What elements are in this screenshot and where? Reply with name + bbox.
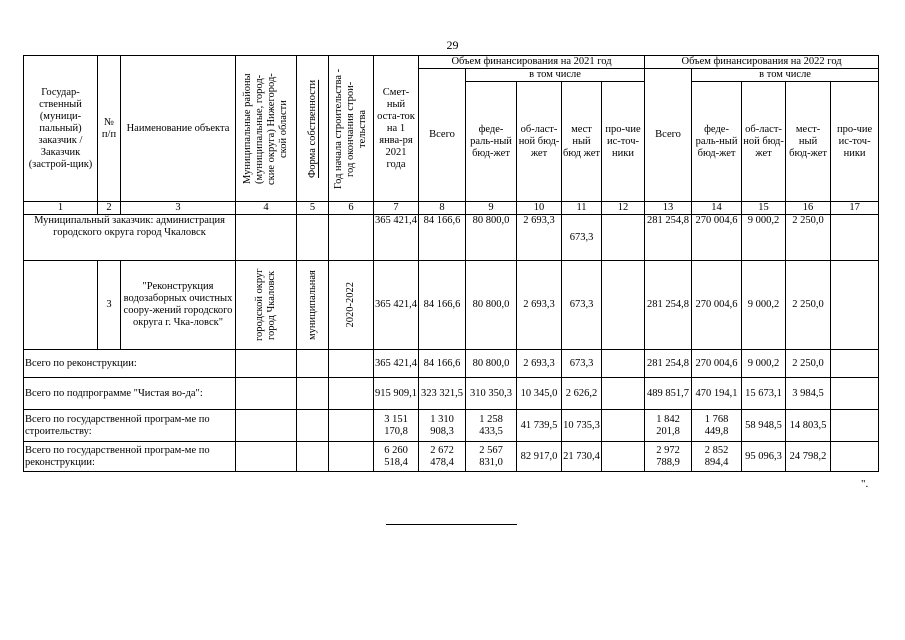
row-label: Всего по подпрограмме "Чистая во-да": [24, 378, 236, 410]
col-number: 16 [786, 202, 831, 215]
cell-c7: 365 421,4 [374, 215, 419, 261]
col-number: 5 [297, 202, 329, 215]
cell-c17 [831, 350, 879, 378]
cell-c10: 2 693,3 [517, 261, 562, 350]
table-row-total-subprogram [24, 378, 879, 410]
header-other-2021: про-чие ис-точ-ники [602, 82, 645, 202]
object-num: 3 [98, 261, 121, 350]
financing-table [23, 55, 879, 472]
cell-c11: 673,3 [562, 261, 602, 350]
header-local-2022: мест-ный бюд-жет [786, 82, 831, 202]
cell-c16: 2 250,0 [786, 261, 831, 350]
cell-c17 [831, 215, 879, 261]
cell-c12 [602, 442, 645, 472]
closing-quote-mark: ". [861, 478, 869, 490]
cell-c9: 1 258 433,5 [466, 410, 517, 442]
col-number: 8 [419, 202, 466, 215]
cell-c14: 470 194,1 [692, 378, 742, 410]
table-row-object [24, 261, 879, 350]
col-number: 6 [329, 202, 374, 215]
header-incl-2021: в том числе [466, 69, 645, 82]
cell-c8: 323 321,5 [419, 378, 466, 410]
header-years: Год начала строительства - год окончания строи-тельства [333, 68, 368, 189]
row-label: Муниципальный заказчик: администрация городского округа город Чкаловск [24, 215, 236, 261]
object-district: городской округ город Чкаловск [254, 268, 277, 342]
cell-c12 [602, 215, 645, 261]
cell-c10: 10 345,0 [517, 378, 562, 410]
header-balance: Смет-ный оста-ток на 1 янва-ря 2021 года [374, 56, 419, 202]
cell-c7: 6 260 518,4 [374, 442, 419, 472]
cell-c16: 3 984,5 [786, 378, 831, 410]
header-regional-2022: об-ласт-ной бюд-жет [742, 82, 786, 202]
cell-c13: 281 254,8 [645, 261, 692, 350]
col-number: 13 [645, 202, 692, 215]
cell-c16: 2 250,0 [786, 350, 831, 378]
cell-c9: 80 800,0 [466, 215, 517, 261]
cell-c15: 9 000,2 [742, 215, 786, 261]
cell-c11: 10 735,3 [562, 410, 602, 442]
cell-c7: 915 909,1 [374, 378, 419, 410]
cell-c10: 2 693,3 [517, 215, 562, 261]
col-number: 12 [602, 202, 645, 215]
header-federal-2022: феде-раль-ный бюд-жет [692, 82, 742, 202]
header-incl-2022: в том числе [692, 69, 879, 82]
cell-c10: 82 917,0 [517, 442, 562, 472]
header-num: № п/п [98, 56, 121, 202]
column-number-row [24, 202, 879, 215]
cell-c13: 281 254,8 [645, 350, 692, 378]
header-ownership: Форма собственности [306, 79, 318, 178]
cell-c12 [602, 261, 645, 350]
cell-c9: 310 350,3 [466, 378, 517, 410]
cell-c16: 14 803,5 [786, 410, 831, 442]
header-other-2022: про-чие ис-точ-ники [831, 82, 879, 202]
row-label: Всего по государственной програм-ме по строительству: [24, 410, 236, 442]
header-local-2021: мест ный бюд жет [562, 82, 602, 202]
cell-c15: 95 096,3 [742, 442, 786, 472]
cell-c14: 2 852 894,4 [692, 442, 742, 472]
col-number: 10 [517, 202, 562, 215]
cell-c7: 365 421,4 [374, 350, 419, 378]
cell-c8: 84 166,6 [419, 215, 466, 261]
cell-c17 [831, 261, 879, 350]
cell-c16: 2 250,0 [786, 215, 831, 261]
cell-c7: 365 421,4 [374, 261, 419, 350]
row-label: Всего по государственной програм-ме по реконструкции: [24, 442, 236, 472]
object-name: "Реконструкция водозаборных очистных соору-жений городского округа г. Чка-ловск" [121, 261, 236, 350]
cell-c17 [831, 410, 879, 442]
col-number: 1 [24, 202, 98, 215]
table-row-total-reconstruction [24, 350, 879, 378]
cell-c14: 270 004,6 [692, 261, 742, 350]
cell-c11: 21 730,4 [562, 442, 602, 472]
header-total-2021: Всего [419, 69, 466, 202]
col-number: 17 [831, 202, 879, 215]
cell-c15: 9 000,2 [742, 350, 786, 378]
cell-c12 [602, 350, 645, 378]
header-districts: Муниципальные районы (муниципальные, город-ские округа) Нижегород-ской области [242, 72, 289, 185]
table-row-municipal-customer [24, 215, 879, 261]
table-row-total-state-reconstruction [24, 442, 879, 472]
cell-c15: 9 000,2 [742, 261, 786, 350]
cell-c13: 2 972 788,9 [645, 442, 692, 472]
header-federal-2021: феде-раль-ный бюд-жет [466, 82, 517, 202]
cell-c10: 41 739,5 [517, 410, 562, 442]
col-number: 11 [562, 202, 602, 215]
table-row-total-construction [24, 410, 879, 442]
cell-c11: 2 626,2 [562, 378, 602, 410]
header-object-name: Наименование объекта [121, 56, 236, 202]
cell-c10: 2 693,3 [517, 350, 562, 378]
header-customer: Государ-ственный (муници-пальный) заказчик / Заказчик (застрой-щик) [24, 56, 98, 202]
row-label: Всего по реконструкции: [24, 350, 236, 378]
header-fin-2022: Объем финансирования на 2022 год [645, 56, 879, 69]
object-years: 2020-2022 [345, 282, 356, 328]
cell-c16: 24 798,2 [786, 442, 831, 472]
col-number: 3 [121, 202, 236, 215]
cell-c15: 15 673,1 [742, 378, 786, 410]
cell-c13: 1 842 201,8 [645, 410, 692, 442]
col-number: 7 [374, 202, 419, 215]
col-number: 2 [98, 202, 121, 215]
cell-c8: 84 166,6 [419, 350, 466, 378]
footnote-separator-line [386, 524, 517, 525]
cell-c8: 1 310 908,3 [419, 410, 466, 442]
cell-c9: 2 567 831,0 [466, 442, 517, 472]
col-number: 15 [742, 202, 786, 215]
cell-c13: 281 254,8 [645, 215, 692, 261]
cell-c14: 270 004,6 [692, 350, 742, 378]
header-regional-2021: об-ласт-ной бюд-жет [517, 82, 562, 202]
cell-c7: 3 151 170,8 [374, 410, 419, 442]
cell-c17 [831, 378, 879, 410]
cell-c13: 489 851,7 [645, 378, 692, 410]
cell-c14: 270 004,6 [692, 215, 742, 261]
page-number: 29 [446, 38, 459, 52]
header-fin-2021: Объем финансирования на 2021 год [419, 56, 645, 69]
cell-c9: 80 800,0 [466, 350, 517, 378]
cell-c14: 1 768 449,8 [692, 410, 742, 442]
col-number: 4 [236, 202, 297, 215]
header-total-2022: Всего [645, 69, 692, 202]
cell-c9: 80 800,0 [466, 261, 517, 350]
col-number: 14 [692, 202, 742, 215]
cell-c15: 58 948,5 [742, 410, 786, 442]
cell-c12 [602, 410, 645, 442]
cell-c17 [831, 442, 879, 472]
cell-c11: 673,3 [562, 215, 602, 261]
cell-c11: 673,3 [562, 350, 602, 378]
cell-c8: 2 672 478,4 [419, 442, 466, 472]
col-number: 9 [466, 202, 517, 215]
cell-c8: 84 166,6 [419, 261, 466, 350]
object-ownership: муниципальная [306, 270, 318, 340]
cell-c12 [602, 378, 645, 410]
